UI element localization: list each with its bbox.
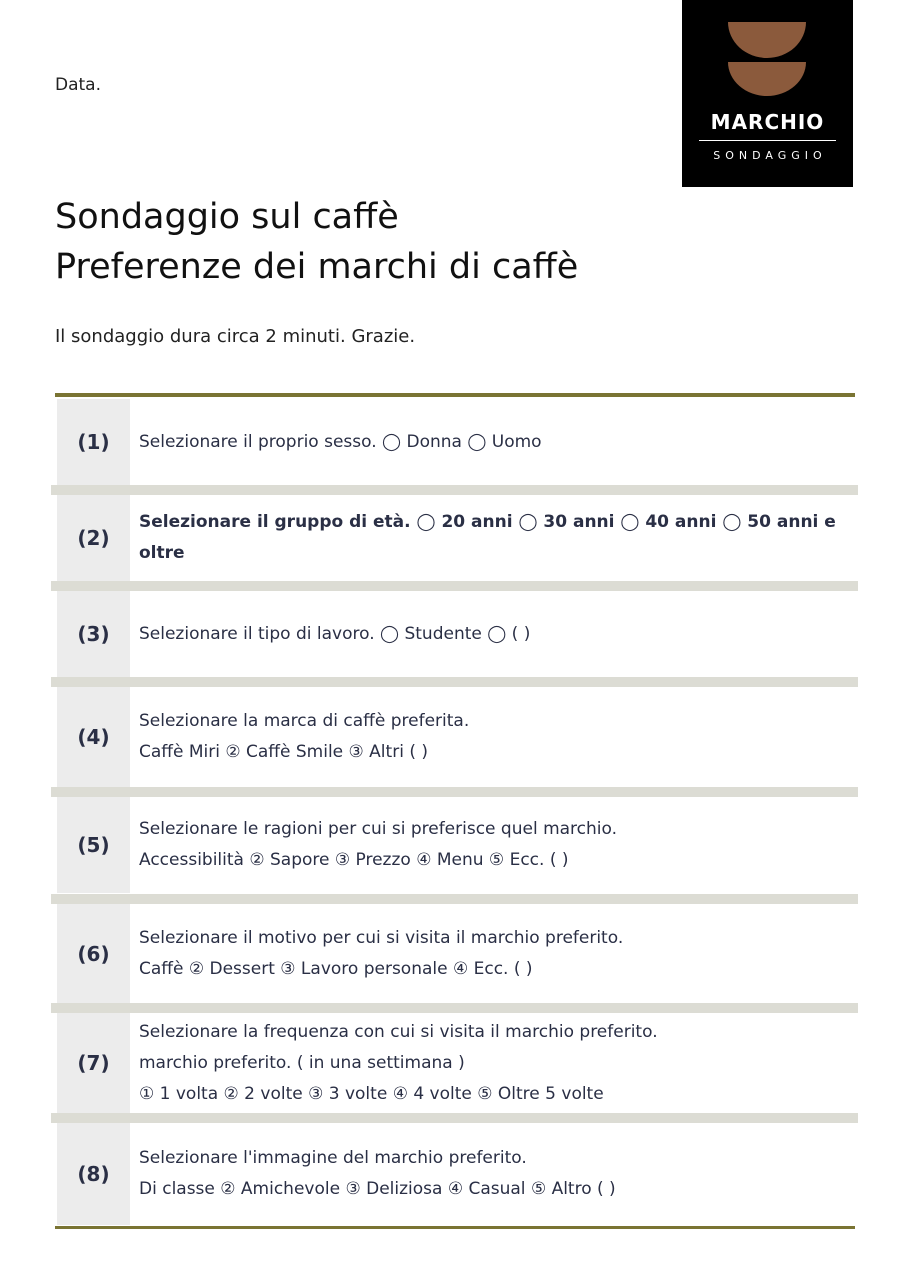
question-text — [139, 687, 855, 787]
row-separator — [51, 485, 858, 495]
question-line[interactable]: Selezionare il proprio sesso. ◯ Donna ◯ Uomo — [139, 431, 542, 452]
question-options[interactable]: Accessibilità ② Sapore ③ Prezzo ④ Menu ⑤ Ecc. ( ) — [139, 850, 569, 870]
question-row — [55, 797, 855, 893]
question-number: (7) — [57, 1013, 130, 1113]
date-label: Data. — [55, 75, 101, 95]
coffee-cup-icon — [726, 22, 808, 96]
question-options[interactable]: Caffè ② Dessert ③ Lavoro personale ④ Ecc. ( ) — [139, 959, 533, 979]
logo-divider — [699, 140, 836, 141]
question-line: marchio preferito. ( in una settimana ) — [139, 1052, 465, 1073]
table-bottom-line — [55, 1226, 855, 1229]
question-row — [55, 591, 855, 677]
question-text — [139, 495, 855, 581]
question-line: Selezionare le ragioni per cui si preferisce quel marchio. — [139, 819, 618, 839]
question-number: (1) — [57, 399, 130, 485]
intro-text: Il sondaggio dura circa 2 minuti. Grazie. — [55, 326, 416, 347]
question-number: (6) — [57, 904, 130, 1004]
question-text — [139, 797, 855, 893]
row-separator — [51, 1003, 858, 1013]
row-separator — [51, 894, 858, 904]
question-row — [55, 1013, 855, 1113]
row-separator — [51, 787, 858, 797]
question-row — [55, 904, 855, 1004]
question-text — [139, 1123, 855, 1225]
question-text — [139, 1013, 855, 1113]
logo-brand-text: MARCHIO — [710, 110, 825, 134]
brand-logo — [682, 0, 853, 187]
row-separator — [51, 581, 858, 591]
question-number: (3) — [57, 591, 130, 677]
question-line: Selezionare il motivo per cui si visita il marchio preferito. — [139, 928, 624, 948]
question-number: (2) — [57, 495, 130, 581]
logo-sub-text: SONDAGGIO — [713, 149, 827, 162]
question-line: Selezionare l'immagine del marchio preferito. — [139, 1148, 527, 1168]
table-top-line — [55, 393, 855, 397]
question-line: Selezionare la frequenza con cui si visita il marchio preferito. — [139, 1021, 658, 1042]
question-line[interactable]: Selezionare il tipo di lavoro. ◯ Studente ◯ ( ) — [139, 623, 531, 644]
row-separator — [51, 677, 858, 687]
question-text — [139, 399, 855, 485]
question-line[interactable]: Selezionare il gruppo di età. ◯ 20 anni ◯ 30 anni ◯ 40 anni ◯ 50 anni e oltre — [139, 512, 836, 563]
title-line-2: Preferenze dei marchi di caffè — [55, 247, 579, 287]
question-options[interactable]: Caffè Miri ② Caffè Smile ③ Altri ( ) — [139, 742, 428, 762]
question-number: (5) — [57, 797, 130, 893]
row-separator — [51, 1113, 858, 1123]
question-options[interactable]: ① 1 volta ② 2 volte ③ 3 volte ④ 4 volte ⑤ Oltre 5 volte — [139, 1083, 604, 1104]
question-line: Selezionare la marca di caffè preferita. — [139, 711, 470, 731]
question-text — [139, 904, 855, 1004]
page-title — [55, 192, 578, 292]
question-number: (8) — [57, 1123, 130, 1225]
title-line-1: Sondaggio sul caffè — [55, 197, 399, 237]
question-options[interactable]: Di classe ② Amichevole ③ Deliziosa ④ Casual ⑤ Altro ( ) — [139, 1179, 616, 1199]
question-row — [55, 495, 855, 581]
question-row — [55, 1123, 855, 1225]
question-row — [55, 687, 855, 787]
survey-table — [55, 393, 855, 1199]
question-row — [55, 399, 855, 485]
question-text — [139, 591, 855, 677]
question-number: (4) — [57, 687, 130, 787]
